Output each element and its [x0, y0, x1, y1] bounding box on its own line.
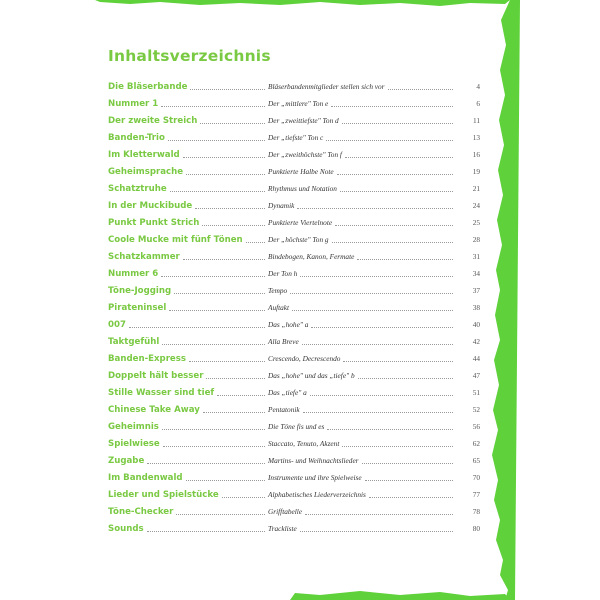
toc-row — [108, 146, 480, 163]
toc-entry-description: Das „tiefe" a — [268, 388, 307, 397]
toc-row — [108, 214, 480, 231]
leader-dots — [300, 276, 453, 277]
leader-dots — [170, 191, 265, 192]
toc-entry-description: Crescendo, Decrescendo — [268, 354, 341, 363]
toc-row — [108, 367, 480, 384]
leader-dots — [147, 531, 265, 532]
toc-entry-title: Der zweite Streich — [108, 115, 198, 126]
leader-dots — [129, 327, 265, 328]
toc-row — [108, 163, 480, 180]
toc-row — [108, 435, 480, 452]
toc-row — [108, 401, 480, 418]
toc-entry-description: Bläserbandenmitglieder stellen sich vor — [268, 82, 385, 91]
toc-entry-description: Staccato, Tenuto, Akzent — [268, 439, 340, 448]
leader-dots — [388, 89, 453, 90]
toc-entry-description: Bindebogen, Kanon, Fermate — [268, 252, 355, 261]
toc-entry-title: Lieder und Spielstücke — [108, 489, 219, 500]
toc-page-number: 37 — [472, 286, 480, 295]
toc-page-number: 19 — [472, 167, 480, 176]
toc-page-number: 42 — [472, 337, 480, 346]
toc-row — [108, 197, 480, 214]
toc-entry-title: Punkt Punkt Strich — [108, 217, 200, 228]
leader-dots — [290, 293, 453, 294]
toc-entry-title: Im Bandenwald — [108, 472, 183, 483]
toc-entry-title: Töne-Jogging — [108, 285, 172, 296]
leader-dots — [327, 429, 453, 430]
leader-dots — [183, 157, 265, 158]
toc-row — [108, 469, 480, 486]
toc-page-number: 13 — [472, 133, 480, 142]
toc-entry-title: Töne-Checker — [108, 506, 174, 517]
toc-entry-description: Trackliste — [268, 524, 297, 533]
toc-entry-title: Im Kletterwald — [108, 149, 180, 160]
toc-entry-title: Sounds — [108, 523, 144, 534]
toc-entry-title: Banden-Express — [108, 353, 186, 364]
toc-row — [108, 503, 480, 520]
leader-dots — [369, 497, 453, 498]
toc-page-number: 62 — [472, 439, 480, 448]
leader-dots — [311, 327, 453, 328]
leader-dots — [303, 412, 453, 413]
leader-dots — [189, 361, 265, 362]
toc-entry-description: Das „hohe" und das „tiefe" b — [268, 371, 355, 380]
leader-dots — [161, 276, 265, 277]
leader-dots — [222, 497, 265, 498]
toc-entry-title: Banden-Trio — [108, 132, 165, 143]
toc-page-number: 11 — [472, 116, 480, 125]
leader-dots — [174, 293, 265, 294]
leader-dots — [300, 531, 453, 532]
toc-entry-title: Spielwiese — [108, 438, 160, 449]
toc-row — [108, 350, 480, 367]
toc-entry-title: Stille Wasser sind tief — [108, 387, 215, 398]
leader-dots — [195, 208, 265, 209]
toc-row — [108, 231, 480, 248]
toc-page-number: 24 — [472, 201, 480, 210]
toc-entry-description: Alphabetisches Liederverzeichnis — [268, 490, 366, 499]
toc-row — [108, 265, 480, 282]
leader-dots — [217, 395, 265, 396]
leader-dots — [183, 259, 265, 260]
leader-dots — [297, 208, 453, 209]
toc-entry-title: Doppelt hält besser — [108, 370, 204, 381]
toc-row — [108, 95, 480, 112]
leader-dots — [302, 344, 453, 345]
leader-dots — [343, 361, 453, 362]
leader-dots — [206, 378, 265, 379]
toc-row — [108, 180, 480, 197]
leader-dots — [342, 446, 453, 447]
toc-entry-description: Dynamik — [268, 201, 295, 210]
leader-dots — [186, 174, 265, 175]
toc-entry-description: Der Ton h — [268, 269, 298, 278]
toc-entry-title: Nummer 1 — [108, 98, 159, 109]
leader-dots — [186, 480, 265, 481]
toc-entry-description: Auftakt — [268, 303, 290, 312]
leader-dots — [365, 480, 453, 481]
leader-dots — [310, 395, 453, 396]
toc-row — [108, 299, 480, 316]
toc-page-number: 70 — [472, 473, 480, 482]
toc-page-number: 4 — [476, 82, 480, 91]
toc-page-number: 31 — [472, 252, 480, 261]
toc-entry-title: Chinese Take Away — [108, 404, 200, 415]
toc-row — [108, 129, 480, 146]
toc-entry-description: Der „zweithöchste" Ton f — [268, 150, 342, 159]
toc-entry-description: Das „hohe" a — [268, 320, 309, 329]
toc-list — [108, 78, 480, 537]
leader-dots — [335, 225, 453, 226]
toc-row — [108, 78, 480, 95]
page-title: Inhaltsverzeichnis — [108, 47, 271, 65]
toc-entry-title: Nummer 6 — [108, 268, 159, 279]
toc-page-number: 21 — [472, 184, 480, 193]
toc-page-number: 6 — [476, 99, 480, 108]
leader-dots — [169, 310, 265, 311]
toc-row — [108, 333, 480, 350]
toc-entry-description: Der „zweittiefste" Ton d — [268, 116, 339, 125]
leader-dots — [202, 225, 265, 226]
toc-entry-description: Der „höchste" Ton g — [268, 235, 329, 244]
leader-dots — [163, 446, 265, 447]
leader-dots — [362, 463, 453, 464]
toc-entry-title: Schatzkammer — [108, 251, 180, 262]
leader-dots — [332, 242, 453, 243]
toc-entry-title: In der Muckibude — [108, 200, 193, 211]
toc-entry-title: Schatztruhe — [108, 183, 167, 194]
toc-entry-description: Der „mittlere" Ton e — [268, 99, 329, 108]
leader-dots — [331, 106, 453, 107]
toc-entry-title: Geheimnis — [108, 421, 159, 432]
leader-dots — [190, 89, 265, 90]
toc-entry-description: Instrumente und ihre Spielweise — [268, 473, 362, 482]
toc-row — [108, 282, 480, 299]
toc-entry-title: Geheimsprache — [108, 166, 184, 177]
toc-page-number: 52 — [472, 405, 480, 414]
leader-dots — [200, 123, 265, 124]
toc-entry-title: Die Bläserbande — [108, 81, 188, 92]
leader-dots — [162, 429, 265, 430]
leader-dots — [162, 344, 265, 345]
leader-dots — [342, 123, 453, 124]
toc-page-number: 65 — [472, 456, 480, 465]
toc-row — [108, 520, 480, 537]
toc-page-number: 16 — [472, 150, 480, 159]
toc-entry-title: Taktgefühl — [108, 336, 160, 347]
toc-page-number: 38 — [472, 303, 480, 312]
toc-row — [108, 452, 480, 469]
toc-row — [108, 112, 480, 129]
toc-entry-title: Pirateninsel — [108, 302, 167, 313]
toc-row — [108, 316, 480, 333]
toc-entry-description: Grifftabelle — [268, 507, 303, 516]
toc-page-number: 56 — [472, 422, 480, 431]
leader-dots — [147, 463, 265, 464]
toc-entry-title: Coole Mucke mit fünf Tönen — [108, 234, 243, 245]
toc-page-number: 80 — [472, 524, 480, 533]
toc-entry-description: Der „tiefste" Ton c — [268, 133, 324, 142]
toc-entry-title: 007 — [108, 319, 126, 330]
toc-entry-description: Tempo — [268, 286, 288, 295]
toc-row — [108, 248, 480, 265]
leader-dots — [326, 140, 453, 141]
leader-dots — [345, 157, 453, 158]
toc-entry-description: Punktierte Halbe Note — [268, 167, 334, 176]
toc-row — [108, 384, 480, 401]
leader-dots — [203, 412, 265, 413]
leader-dots — [176, 514, 265, 515]
leader-dots — [292, 310, 453, 311]
leader-dots — [246, 242, 265, 243]
toc-entry-title: Zugabe — [108, 455, 145, 466]
toc-page-number: 44 — [472, 354, 480, 363]
toc-entry-description: Pentatonik — [268, 405, 300, 414]
toc-entry-description: Punktierte Viertelnote — [268, 218, 333, 227]
toc-page-number: 25 — [472, 218, 480, 227]
toc-page-number: 77 — [472, 490, 480, 499]
toc-page-number: 78 — [472, 507, 480, 516]
leader-dots — [358, 378, 453, 379]
toc-page-number: 34 — [472, 269, 480, 278]
toc-entry-description: Die Töne fis und es — [268, 422, 325, 431]
toc-page-number: 47 — [472, 371, 480, 380]
leader-dots — [161, 106, 265, 107]
toc-entry-description: Alla Breve — [268, 337, 299, 346]
leader-dots — [340, 191, 453, 192]
toc-page-number: 40 — [472, 320, 480, 329]
leader-dots — [168, 140, 265, 141]
toc-entry-description: Rhythmus und Notation — [268, 184, 337, 193]
toc-row — [108, 486, 480, 503]
toc-entry-description: Martins- und Weihnachtslieder — [268, 456, 359, 465]
leader-dots — [337, 174, 453, 175]
toc-page-number: 51 — [472, 388, 480, 397]
leader-dots — [357, 259, 453, 260]
toc-page-number: 28 — [472, 235, 480, 244]
leader-dots — [305, 514, 453, 515]
toc-row — [108, 418, 480, 435]
